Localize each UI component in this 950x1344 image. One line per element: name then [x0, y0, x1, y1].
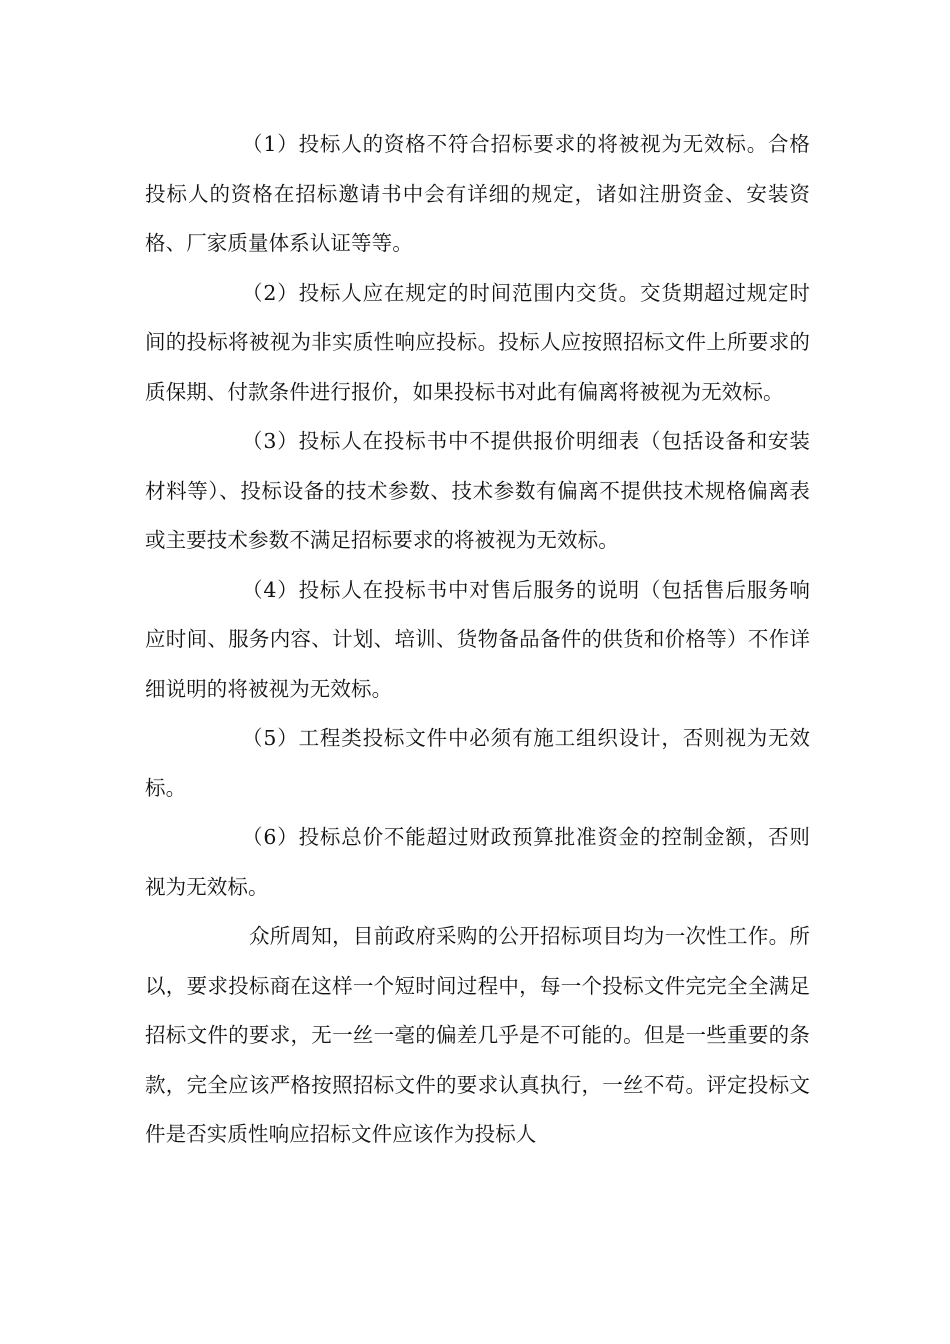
- paragraph-4: （4）投标人在投标书中对售后服务的说明（包括售后服务响应时间、服务内容、计划、培训、货物备品备件的供货和价格等）不作详细说明的将被视为无效标。: [145, 577, 810, 701]
- paragraph-7: 众所周知，目前政府采购的公开招标项目均为一次性工作。所以，要求投标商在这样一个短时间过程中，每一个投标文件完完全全满足招标文件的要求，无一丝一毫的偏差几乎是不可能的。但是一些重要的条款，完全应该严格按照招标文件的要求认真执行，一丝不苟。评定投标文件是否实质性响应招标文件应该作为投标人: [145, 924, 810, 1146]
- paragraph-5: （5）工程类投标文件中必须有施工组织设计，否则视为无效标。: [145, 726, 810, 800]
- paragraph-3: （3）投标人在投标书中不提供报价明细表（包括设备和安装材料等）、投标设备的技术参数、技术参数有偏离不提供技术规格偏离表或主要技术参数不满足招标要求的将被视为无效标。: [145, 429, 810, 552]
- paragraph-2: （2）投标人应在规定的时间范围内交货。交货期超过规定时间的投标将被视为非实质性响应投标。投标人应按照招标文件上所要求的质保期、付款条件进行报价，如果投标书对此有偏离将被视为无效标。: [145, 280, 810, 404]
- document-body: [145, 120, 810, 1160]
- paragraph-1: （1）投标人的资格不符合招标要求的将被视为无效标。合格投标人的资格在招标邀请书中会有详细的规定，诸如注册资金、安装资格、厂家质量体系认证等等。: [145, 132, 810, 255]
- paragraph-6: （6）投标总价不能超过财政预算批准资金的控制金额，否则视为无效标。: [145, 825, 810, 899]
